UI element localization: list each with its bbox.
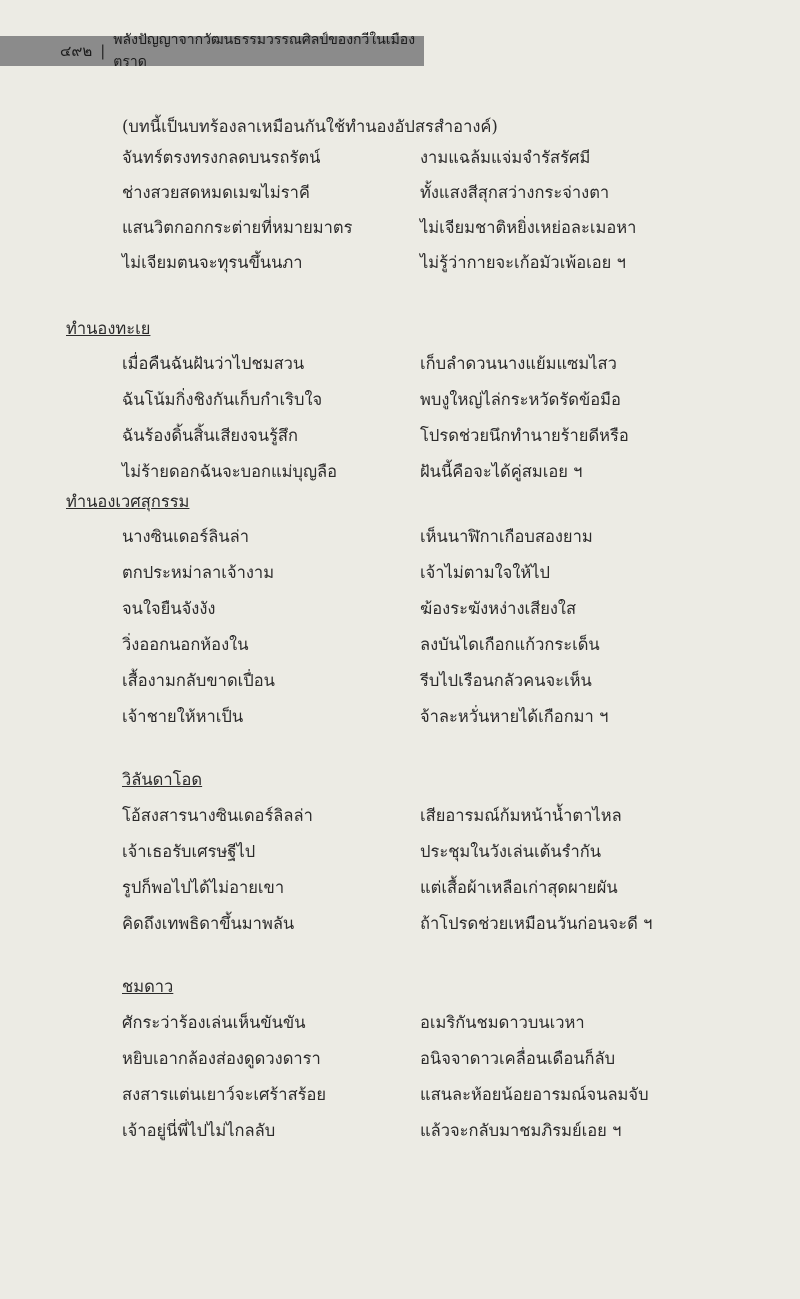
verse-left: สงสารแต่นเยาว์จะเศร้าสร้อย (122, 1085, 327, 1104)
verse-right: แต่เสื้อผ้าเหลือเก่าสุดผายผัน (420, 878, 618, 897)
intro-note: (บทนี้เป็นบทร้องลาเหมือนกันใช้ทำนองอัปสรสำอางค์) (122, 117, 498, 136)
verse-left: คิดถึงเทพธิดาขึ้นมาพลัน (122, 914, 295, 933)
verse-left: ฉันโน้มกิ่งชิงกันเก็บกำเริบใจ (122, 390, 323, 409)
section-heading: ชมดาว (122, 977, 174, 996)
verse-left: เมื่อคืนฉันฝันว่าไปชมสวน (122, 354, 305, 373)
verse-left: จันทร์ตรงทรงกลดบนรถรัตน์ (122, 148, 321, 167)
verse-left: ช่างสวยสดหมดเมฆไม่ราคี (122, 183, 310, 202)
section-heading: ทำนองทะเย (66, 319, 151, 338)
verse-right: งามแฉล้มแจ่มจำรัสรัศมี (420, 148, 591, 167)
verse-left: นางซินเดอร์ลินล่า (122, 527, 249, 546)
verse-right: ประชุมในวังเล่นเต้นรำกัน (420, 842, 601, 861)
verse-left: แสนวิตกอกกระต่ายที่หมายมาตร (122, 218, 353, 237)
verse-left: ไม่เจียมตนจะทุรนขึ้นนภา (122, 253, 303, 272)
verse-left: เจ้าอยู่นี่พี่ไปไม่ไกลลับ (122, 1121, 276, 1140)
verse-right: เก็บลำดวนนางแย้มแซมไสว (420, 354, 617, 373)
verse-left: เจ้าเธอรับเศรษฐีไป (122, 842, 256, 861)
verse-left: ศักระว่าร้องเล่นเห็นขันขัน (122, 1013, 306, 1032)
section-heading: ทำนองเวศสุกรรม (66, 492, 190, 511)
verse-right: อนิจจาดาวเคลื่อนเดือนก็ลับ (420, 1049, 616, 1068)
verse-right: ไม่เจียมชาติหยิ่งเหย่อละเมอหา (420, 218, 637, 237)
verse-left: รูปก็พอไปได้ไม่อายเขา (122, 878, 285, 897)
verse-right: ลงบันไดเกือกแก้วกระเด็น (420, 635, 600, 654)
verse-left: เจ้าชายให้หาเป็น (122, 707, 244, 726)
verse-left: ฉันร้องดิ้นสิ้นเสียงจนรู้สึก (122, 426, 298, 445)
verse-right: ไม่รู้ว่ากายจะเก้อมัวเพ้อเอย ฯ (420, 253, 626, 272)
verse-right: แล้วจะกลับมาชมภิรมย์เอย ฯ (420, 1121, 622, 1140)
verse-right: เจ้าไม่ตามใจให้ไป (420, 563, 551, 582)
running-title: พลังปัญญาจากวัฒนธรรมวรรณศิลป์ของกวีในเมืองตราด (113, 32, 416, 70)
verse-right: เห็นนาฬิกาเกือบสองยาม (420, 527, 593, 546)
verse-right: รีบไปเรือนกลัวคนจะเห็น (420, 671, 592, 690)
page-number: ๔๙๒ (60, 42, 93, 60)
running-header (0, 32, 424, 70)
header-divider: | (100, 42, 106, 60)
section-heading: วิลันดาโอด (122, 770, 203, 789)
verse-right: จ้าละหวั่นหายได้เกือกมา ฯ (420, 707, 609, 726)
verse-left: จนใจยืนจังงัง (122, 599, 216, 618)
verse-right: ถ้าโปรดช่วยเหมือนวันก่อนจะดี ฯ (420, 914, 653, 933)
verse-left: หยิบเอากล้องส่องดูดวงดารา (122, 1049, 321, 1068)
verse-left: ไม่ร้ายดอกฉันจะบอกแม่บุญลือ (122, 462, 338, 481)
verse-right: ฝันนี้คือจะได้คู่สมเอย ฯ (420, 462, 583, 481)
verse-left: ตกประหม่าลาเจ้างาม (122, 563, 275, 582)
verse-right: พบงูใหญ่ไล่กระหวัดรัดข้อมือ (420, 390, 621, 409)
verse-right: ทั้งแสงสีสุกสว่างกระจ่างตา (420, 183, 610, 202)
verse-left: โอ้สงสารนางซินเดอร์ลิลล่า (122, 806, 313, 825)
verse-right: เสียอารมณ์ก้มหน้าน้ำตาไหล (420, 806, 622, 825)
verse-left: วิ่งออกนอกห้องใน (122, 635, 249, 654)
verse-right: แสนละห้อยน้อยอารมณ์จนลมจับ (420, 1085, 649, 1104)
verse-left: เสื้องามกลับขาดเปื่อน (122, 671, 275, 690)
verse-right: ฆ้องระฆังหง่างเสียงใส (420, 599, 577, 618)
verse-right: โปรดช่วยนึกทำนายร้ายดีหรือ (420, 426, 629, 445)
verse-right: อเมริกันชมดาวบนเวหา (420, 1013, 585, 1032)
